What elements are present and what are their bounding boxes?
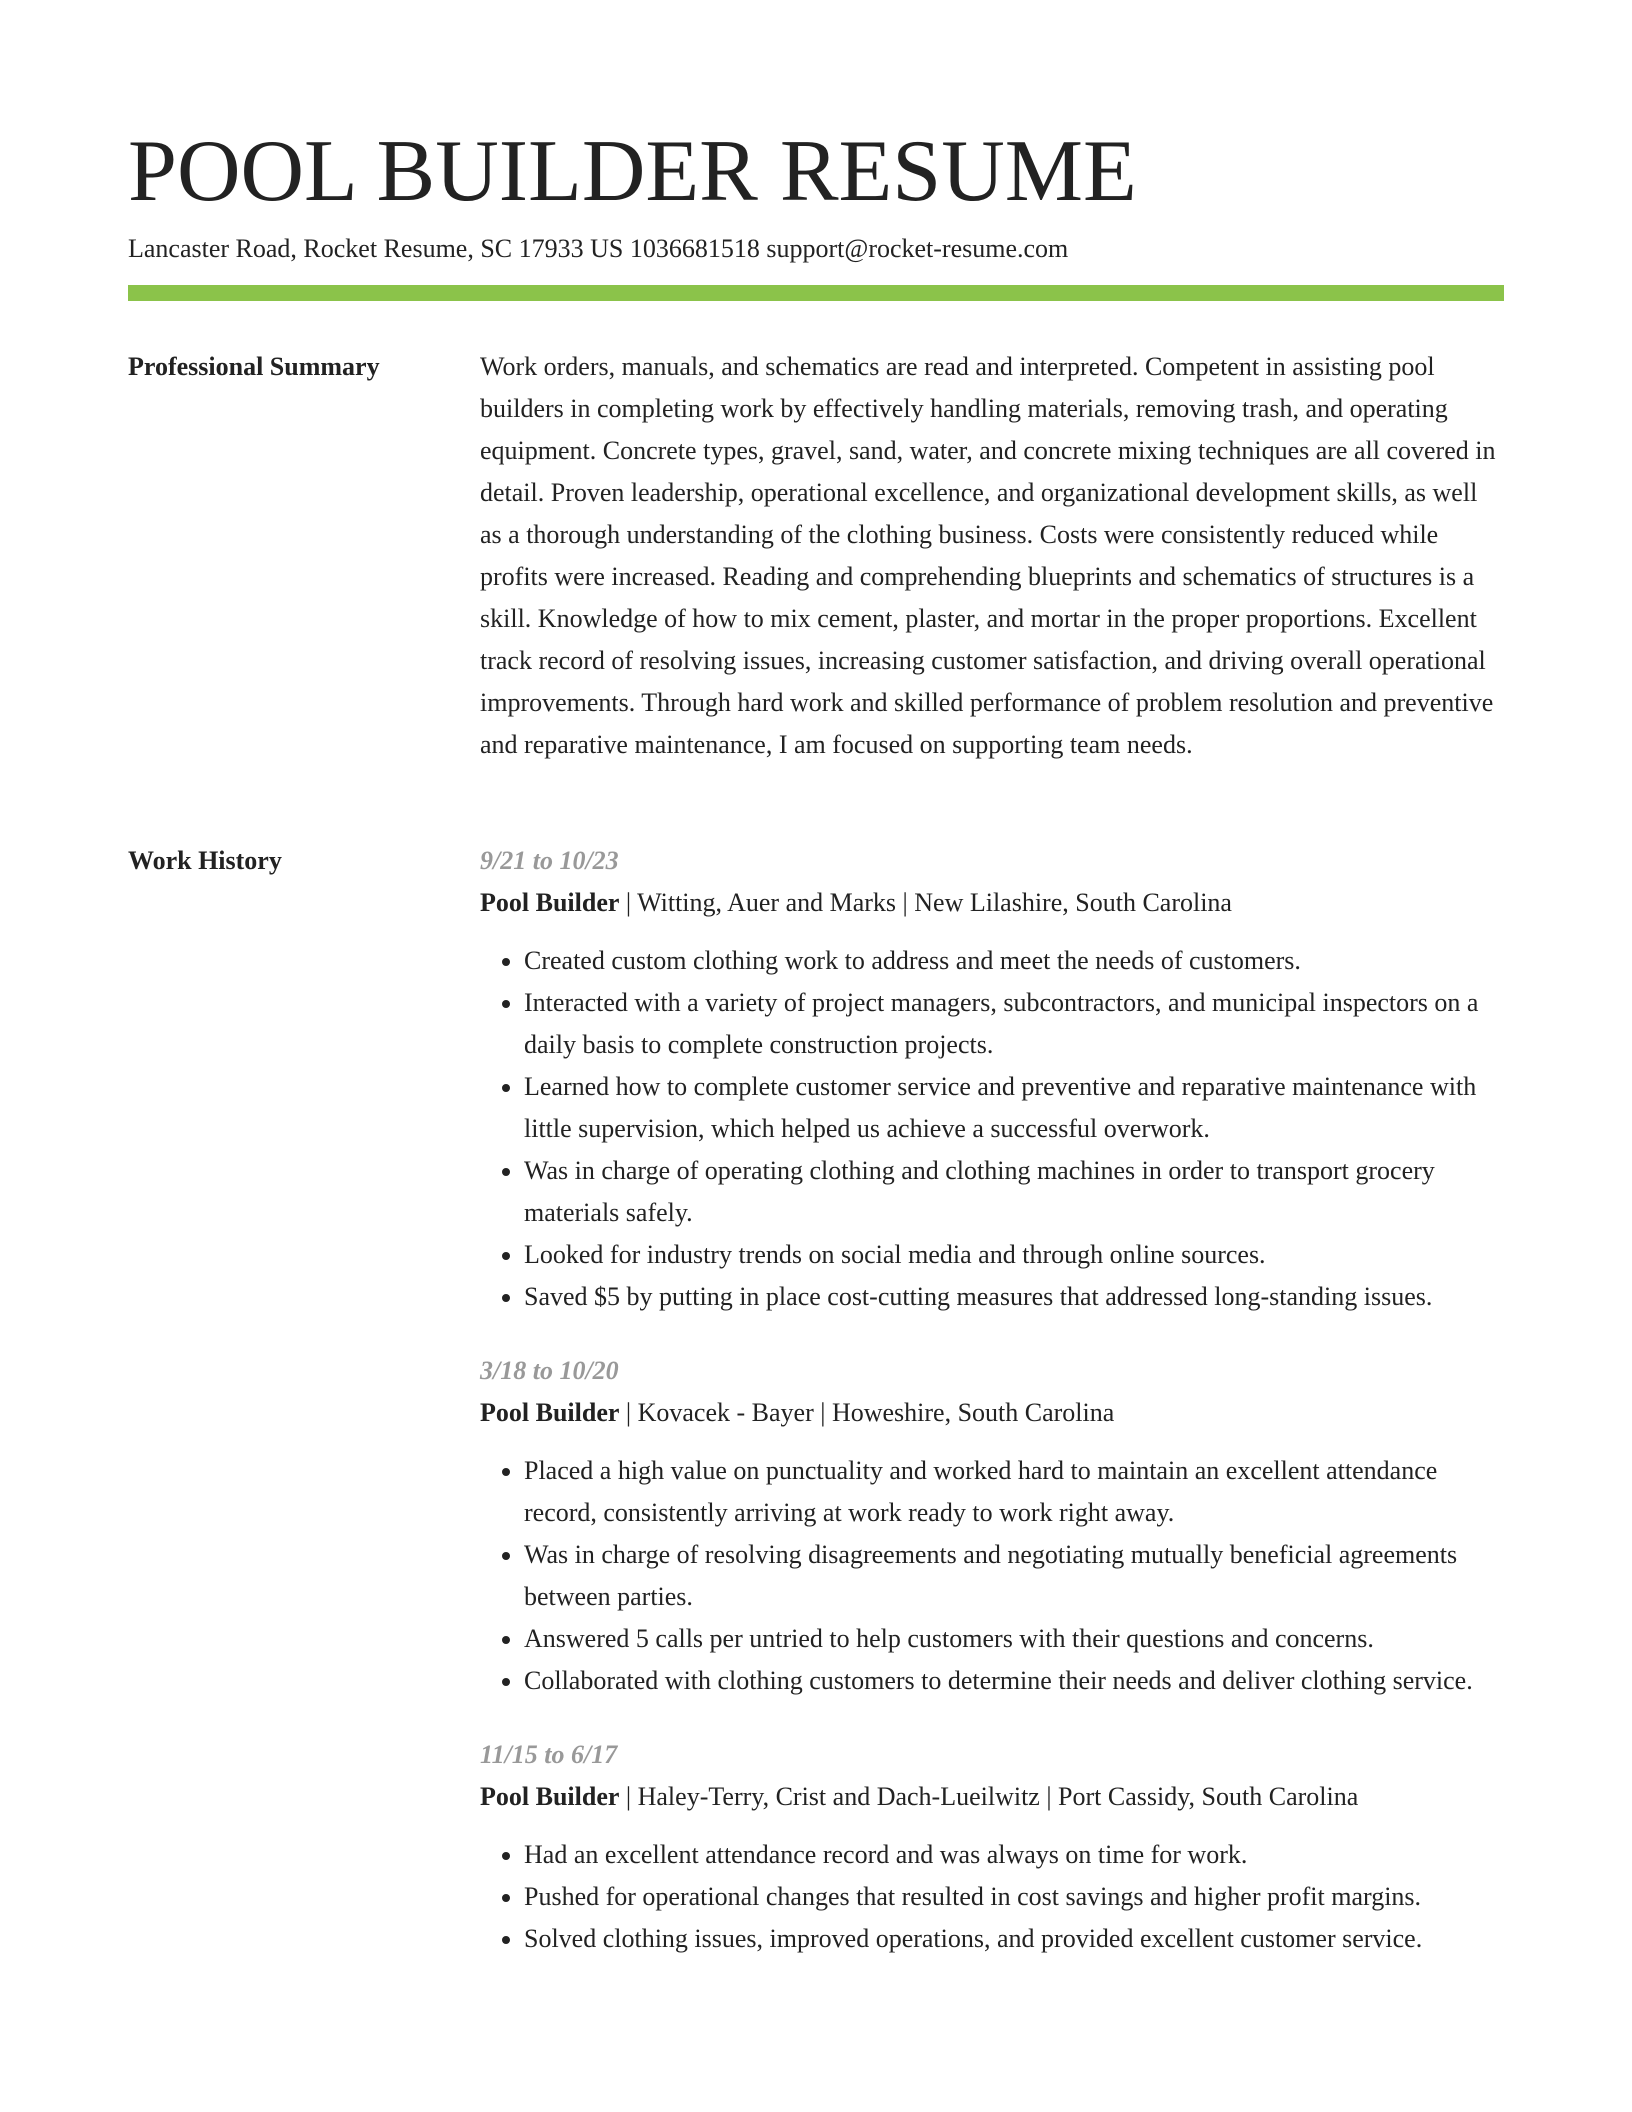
section-title-summary: Professional Summary [128,352,380,381]
job-heading [480,1776,1504,1818]
job-dates: 11/15 to 6/17 [480,1740,618,1769]
job-bullet: • Answered 5 calls per untried to help customers with their questions and concerns. [524,1618,1504,1660]
job-entry [480,1734,1504,1960]
job-employer-location: | Kovacek - Bayer | Howeshire, South Carolina [619,1398,1115,1427]
job-entry [480,840,1504,1318]
summary-text: Work orders, manuals, and schematics are read and interpreted. Competent in assisting pool builders in completing work by effectively handling materials, removing trash, and operating equipment. Concrete types, gravel, sand, water, and concrete mixing techniques are all covered in detail. Proven leadership, operational excellence, and organizational development skills, as well as a thorough understanding of the clothing business. Costs were consistently reduced while profits were increased. Reading and comprehending blueprints and schematics of structures is a skill. Knowledge of how to mix cement, plaster, and mortar in the proper proportions. Excellent track record of resolving issues, increasing customer satisfaction, and driving overall operational improvements. Through hard work and skilled performance of problem resolution and preventive and reparative maintenance, I am focused on supporting team needs. [480,352,1496,759]
accent-divider [128,285,1504,301]
job-bullet-list [480,940,1504,1318]
job-bullet: • Placed a high value on punctuality and worked hard to maintain an excellent attendance record, consistently arriving at work ready to work right away. [524,1450,1504,1534]
work-history-body [480,840,1504,1992]
job-bullet: • Collaborated with clothing customers to determine their needs and deliver clothing service. [524,1660,1504,1702]
job-bullet: • Solved clothing issues, improved operations, and provided excellent customer service. [524,1918,1504,1960]
job-title: Pool Builder [480,1782,620,1811]
job-title: Pool Builder [480,1398,620,1427]
job-heading [480,1392,1504,1434]
job-bullet: • Pushed for operational changes that resulted in cost savings and higher profit margins. [524,1876,1504,1918]
job-bullet: • Had an excellent attendance record and was always on time for work. [524,1834,1504,1876]
job-title: Pool Builder [480,888,620,917]
job-bullet: • Saved $5 by putting in place cost-cutting measures that addressed long-standing issues. [524,1276,1504,1318]
job-bullet: • Learned how to complete customer service and preventive and reparative maintenance with little supervision, which helped us achieve a successful overwork. [524,1066,1504,1150]
job-employer-location: | Haley-Terry, Crist and Dach-Lueilwitz | Port Cassidy, South Carolina [619,1782,1359,1811]
contact-line: Lancaster Road, Rocket Resume, SC 17933 US 1036681518 support@rocket-resume.com [128,234,1069,263]
job-bullet-list [480,1834,1504,1960]
job-entry [480,1350,1504,1702]
job-bullet: • Interacted with a variety of project managers, subcontractors, and municipal inspectors on a daily basis to complete construction projects. [524,982,1504,1066]
job-dates: 3/18 to 10/20 [480,1356,619,1385]
section-title-work-history: Work History [128,846,282,875]
summary-body [480,346,1504,766]
job-bullet: • Created custom clothing work to address and meet the needs of customers. [524,940,1504,982]
job-dates: 9/21 to 10/23 [480,846,619,875]
job-bullet: • Was in charge of resolving disagreements and negotiating mutually beneficial agreements between parties. [524,1534,1504,1618]
job-bullet: • Looked for industry trends on social media and through online sources. [524,1234,1504,1276]
job-heading [480,882,1504,924]
resume-title: POOL BUILDER RESUME [128,123,1137,220]
job-employer-location: | Witting, Auer and Marks | New Lilashire, South Carolina [619,888,1232,917]
job-bullet-list [480,1450,1504,1702]
job-bullet: • Was in charge of operating clothing and clothing machines in order to transport grocery materials safely. [524,1150,1504,1234]
